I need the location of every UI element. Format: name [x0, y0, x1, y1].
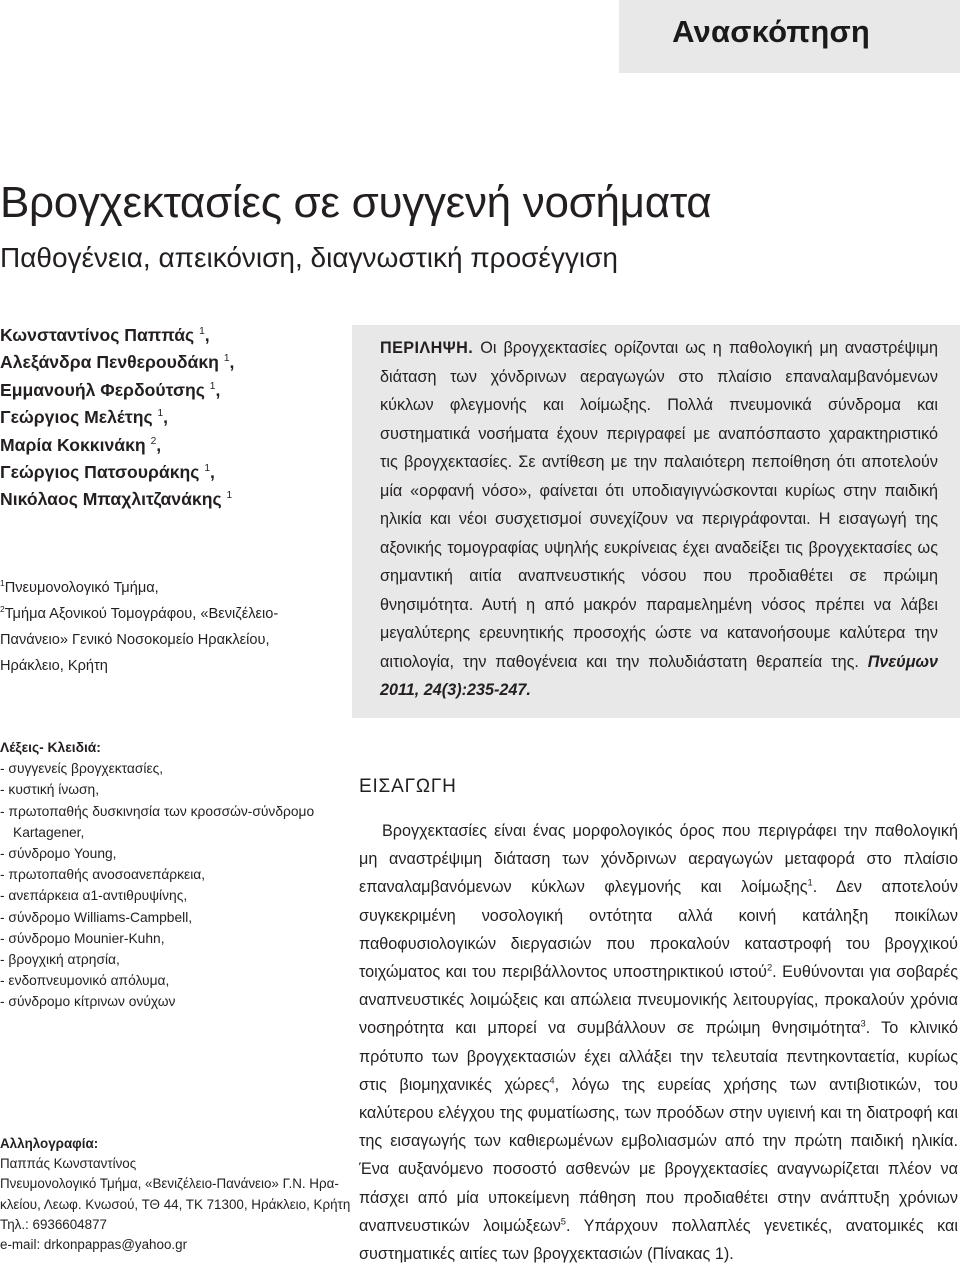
paragraph-text: , λόγω της ευρείας χρήσης των αντιβιοτικών, του καλύτερου ελέγχου της φυματίωσης, των προόδων στην υγιεινή και τη διατροφή και της εισαγωγής των καθιερωμένων εμβολιασμών από την πρώτη παιδική ηλικία. Ένα αυξανόμενο ποσοστό ασθενών με βρογχεκτασίες αναγνωρίζεται πλέον να πάσχει από μία υποκείμενη πάθηση που προδιαθέτει στην ανάπτυξη χρόνιων αναπνευστικών λοιμώξεων: [359, 1075, 958, 1235]
paragraph-text: . Ευθύνονται για σοβαρές αναπνευστικές λοιμώξεις και απώλεια πνευμονικής λειτουργίας, προκαλούν χρόνια νοσηρότητα και μπορεί να συμβάλλουν σε πρώιμη θνησιμότητα: [359, 963, 958, 1038]
correspondence-address-line: κλείου, Λεωφ. Κνωσού, ΤΘ 44, ΤΚ 71300, Ηράκλειο, Κρήτη: [0, 1196, 351, 1212]
author-name: Εμμανουήλ Φερδούτσης: [0, 379, 205, 400]
introduction-heading: ΕΙΣΑΓΩΓΗ: [359, 776, 457, 797]
author: [0, 432, 320, 459]
correspondence-phone: Τηλ.: 6936604877: [0, 1216, 107, 1232]
keyword-item: - σύνδρομο Mounier-Kuhn,: [0, 930, 165, 946]
affiliation-text: Πνευμονολογικό Τμήμα,: [4, 580, 159, 596]
abstract-label: ΠΕΡΙΛΗΨΗ.: [380, 339, 474, 357]
affiliation-marker: 1: [204, 463, 211, 475]
author: [0, 486, 320, 513]
author-separator: ,: [163, 407, 169, 428]
author-separator: ,: [210, 462, 215, 483]
author: [0, 322, 320, 349]
keyword-item: - ενδοπνευμονικό απόλυμα,: [0, 973, 170, 989]
affiliation-marker: 1: [157, 408, 164, 420]
section-label: Ανασκόπηση: [672, 14, 870, 49]
introduction-paragraph: [359, 817, 958, 1268]
affiliation-number: 2: [0, 604, 5, 615]
correspondence-email[interactable]: e-mail: drkonpappas@yahoo.gr: [0, 1237, 188, 1253]
correspondence-title: Αλληλογραφία:: [0, 1136, 99, 1151]
keyword-item: - σύνδρομο Williams-Campbell,: [0, 909, 193, 925]
reference-marker: 2: [766, 961, 773, 973]
author-name: Μαρία Κοκκινάκη: [0, 434, 146, 455]
keyword-item: - βρογχική ατρησία,: [0, 952, 120, 968]
author-name: Γεώργιος Πατσουράκης: [0, 462, 200, 483]
reference-marker: 4: [549, 1074, 555, 1086]
affiliation-number: 1: [0, 578, 5, 589]
author-separator: ,: [215, 379, 221, 400]
keywords: [0, 737, 330, 1013]
keyword-item: - πρωτοπαθής ανοσοανεπάρκεια,: [0, 867, 206, 883]
author-separator: ,: [156, 434, 162, 455]
author: [0, 377, 320, 404]
reference-marker: 1: [807, 877, 813, 889]
affiliation-2-line-3: Ηράκλειο, Κρήτη: [0, 658, 108, 674]
paragraph-text: Βρογχεκτασίες είναι ένας μορφολογικός όρος που περιγράφει την παθολογική μη αναστρέψιμη διάταση των χόνδρινων αεραγωγών μεταφορά στο πλαίσιο επαναλαμβανόμενων κύκλων φλεγμονής και λοίμωξης: [359, 822, 958, 897]
author: [0, 349, 320, 376]
affiliation-marker: 2: [150, 435, 157, 447]
author-name: Νικόλαος Μπαχλιτζανάκης: [0, 489, 222, 510]
affiliation-1: [0, 575, 320, 601]
correspondence-address-line: Πνευμονολογικό Τμήμα, «Βενιζέλειο-Πανάνειο» Γ.Ν. Ηρα-: [0, 1176, 339, 1192]
affiliation-text: Τμήμα Αξονικού Τομογράφου, «Βενιζέλειο-: [4, 606, 279, 622]
author-separator: ,: [229, 352, 235, 373]
paragraph-text: . Υπάρχουν πολλαπλές γενετικές, ανατομικές και συστηματικές αιτίες των βρογχεκτασιών (Πίνακας 1).: [359, 1216, 958, 1264]
correspondence-name: Παππάς Κωνσταντίνος: [0, 1156, 137, 1172]
keyword-item-continuation: Kartagener,: [13, 824, 85, 840]
affiliation-2-line-2: Πανάνειο» Γενικό Νοσοκομείο Ηρακλείου,: [0, 632, 270, 648]
author-name: Γεώργιος Μελέτης: [0, 407, 153, 428]
author: [0, 459, 320, 486]
reference-marker: 3: [860, 1018, 866, 1030]
affiliations: [0, 575, 320, 679]
abstract: [380, 334, 938, 705]
article-title: Βρογχεκτασίες σε συγγενή νοσήματα: [0, 178, 712, 227]
article-subtitle: Παθογένεια, απεικόνιση, διαγνωστική προσέγγιση: [0, 242, 618, 273]
keyword-item: - σύνδρομο Young,: [0, 846, 117, 862]
affiliation-2: [0, 601, 320, 627]
keyword-item: - συγγενείς βρογχεκτασίες,: [0, 761, 164, 777]
affiliation-marker: 1: [209, 380, 216, 392]
author-name: Αλεξάνδρα Πενθερουδάκη: [0, 352, 219, 373]
affiliation-marker: 1: [223, 353, 230, 365]
keyword-item: - κυστική ίνωση,: [0, 782, 100, 798]
keyword-item: - σύνδρομο κίτρινων ονύχων: [0, 994, 176, 1010]
keyword-item: - ανεπάρκεια α1-αντιθρυψίνης,: [0, 888, 188, 904]
reference-marker: 5: [560, 1215, 567, 1227]
correspondence: [0, 1134, 351, 1255]
paragraph-text: . Δεν αποτελούν συγκεκριμένη νοσολογική οντότητα αλλά κοινή κατάληξη ποικίλων παθοφυσιολογικών διεργασιών που προκαλούν καταστροφή του βρογχικού τοιχώματος και του περιβάλλοντος υποστηρικτικού ιστού: [359, 878, 958, 982]
journal-citation: Πνεύμων 2011, 24(3):235-247.: [380, 652, 939, 699]
abstract-body: Οι βρογχεκτασίες ορίζονται ως η παθολογική μη αναστρέψιμη διάταση των χόνδρινων αεραγωγών στο πλαίσιο επαναλαμβανόμενων κύκλων φλεγμονής και λοίμωξης. Πολλά πνευμονικά σύνδρομα και συστηματικά νοσήματα έχουν περιγραφεί με αναπόσπαστο χαρακτηριστικό τις βρογχεκτασίες. Σε αντίθεση με την παλαιότερη πεποίθηση ότι αποτελούν μία «ορφανή νόσο», φαίνεται ότι υποδιαγιγνώσκονται κυρίως στην παιδική ηλικία και νέοι συσχετισμοί συνεχίζουν να περιγράφονται. Η εισαγωγή της αξονικής τομογραφίας υψηλής ευκρίνειας έχει αναδείξει τις βρογχεκτασίες ως σημαντική αιτία αναπνευστικής νόσου που προδιαθέτει σε πρώιμη θνησιμότητα. Αυτή η από μακρόν παραμελημένη νόσος πρέπει να λάβει μεγαλύτερης ερευνητικής προσοχής ώστε να κατανοήσουμε καλύτερα την αιτιολογία, την παθογένεια και την πολυδιάστατη θεραπεία της.: [380, 339, 939, 671]
author: [0, 404, 320, 431]
author-list: [0, 322, 320, 514]
keywords-title: Λέξεις- Κλειδιά:: [0, 740, 101, 755]
affiliation-marker: 1: [199, 326, 205, 338]
paragraph-text: . Το κλινικό πρότυπο των βρογχεκτασιών έχει αλλάξει την τελευταία πεντηκονταετία, κυρίως στις βιομηχανικές χώρες: [359, 1019, 958, 1094]
author-separator: ,: [204, 325, 210, 345]
keyword-item: - πρωτοπαθής δυσκινησία των κροσσών-σύνδρομο: [0, 803, 315, 819]
section-label-banner: [619, 0, 960, 73]
affiliation-marker: 1: [226, 490, 233, 502]
author-name: Κωνσταντίνος Παππάς: [0, 325, 195, 345]
